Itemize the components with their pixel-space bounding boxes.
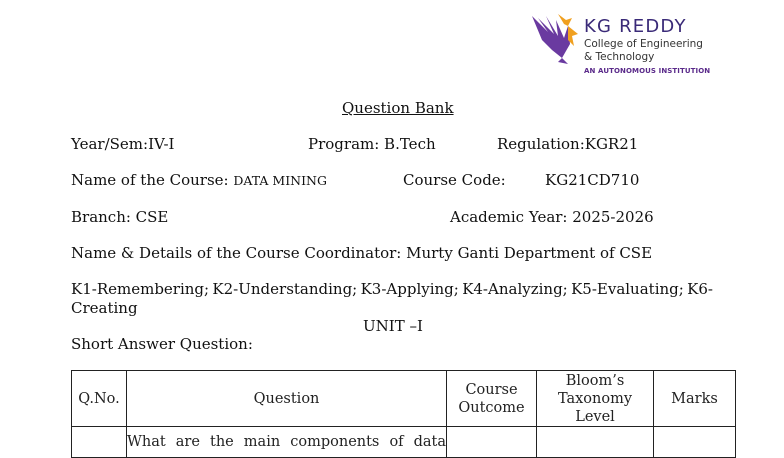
- bloom-levels: [71, 280, 713, 298]
- cell-co: [447, 427, 537, 458]
- question-table: [71, 370, 736, 458]
- unit-heading: UNIT –I: [363, 317, 423, 335]
- logo-title: KG REDDY: [584, 16, 687, 37]
- logo-subtitle-1: College of Engineering: [584, 38, 703, 50]
- logo-tagline: AN AUTONOMOUS INSTITUTION: [584, 67, 711, 75]
- level-k2: K2-Understanding;: [212, 280, 358, 298]
- cell-bloom: [537, 427, 654, 458]
- cell-qno: [72, 427, 127, 458]
- header-question: Question: [127, 371, 447, 427]
- level-k6: K6-: [687, 280, 713, 298]
- cell-question: What are the main components of data: [127, 427, 447, 458]
- header-co-line2: Outcome: [458, 399, 525, 416]
- header-bloom-level: [537, 371, 654, 427]
- table-header-row: [72, 371, 736, 427]
- header-marks: Marks: [654, 371, 736, 427]
- course-code-label: Course Code:: [403, 171, 506, 189]
- cell-marks: [654, 427, 736, 458]
- level-k5: K5-Evaluating;: [571, 280, 684, 298]
- header-bloom-line1: Bloom’s: [565, 372, 625, 389]
- eagle-logo-icon: [528, 10, 582, 66]
- course-name-value: DATA MINING: [233, 173, 327, 188]
- page-title: Question Bank: [342, 99, 454, 117]
- course-coordinator: Name & Details of the Course Coordinator: Murty Ganti Department of CSE: [71, 244, 653, 262]
- course-code-value: KG21CD710: [545, 171, 640, 189]
- table-row: [72, 427, 736, 458]
- header-bloom-line3: Level: [575, 408, 615, 425]
- section-heading: Short Answer Question:: [71, 335, 253, 353]
- branch: Branch: CSE: [71, 208, 169, 226]
- header-course-outcome: [447, 371, 537, 427]
- header-bloom-line2: Taxonomy: [557, 390, 633, 407]
- level-k1: K1-Remembering;: [71, 280, 210, 298]
- college-logo: [528, 10, 718, 76]
- level-k4: K4-Analyzing;: [462, 280, 568, 298]
- level-k3: K3-Applying;: [360, 280, 459, 298]
- header-qno: Q.No.: [72, 371, 127, 427]
- year-sem: Year/Sem:IV-I: [71, 135, 175, 153]
- logo-subtitle-2: & Technology: [584, 51, 655, 63]
- header-co-line1: Course: [465, 381, 518, 398]
- academic-year: Academic Year: 2025-2026: [450, 208, 654, 226]
- level-k6-continued: Creating: [71, 299, 138, 317]
- regulation: Regulation:KGR21: [497, 135, 639, 153]
- course-name-label: Name of the Course:: [71, 171, 229, 189]
- program: Program: B.Tech: [308, 135, 436, 153]
- course-name: [71, 171, 327, 190]
